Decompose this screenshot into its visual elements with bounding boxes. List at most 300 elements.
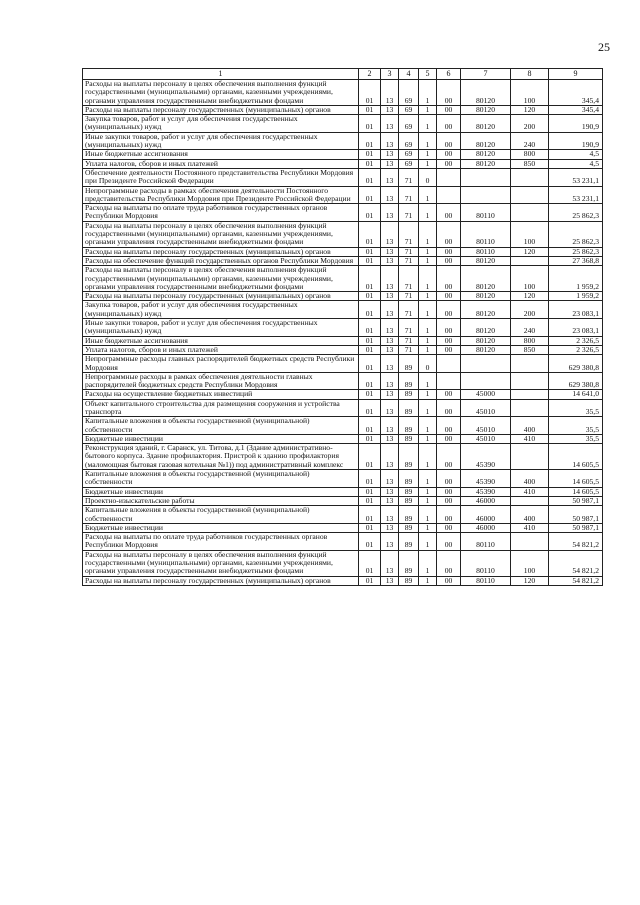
table-row bbox=[83, 221, 603, 247]
expense-name-cell: Расходы на выплаты персоналу в целях обеспечения выполнения функций государственными (муниципальными) органами, казенными учреждениями, органами управления государственными внебюджетными фондами bbox=[83, 266, 359, 292]
program-code-cell: 71 bbox=[399, 256, 419, 265]
expense-type-code-cell: 120 bbox=[511, 576, 549, 585]
table-row bbox=[83, 390, 603, 399]
expense-name-cell: Закупка товаров, работ и услуг для обеспечения государственных (муниципальных) нужд bbox=[83, 115, 359, 133]
direction-code-cell bbox=[461, 168, 511, 186]
expense-name-cell: Обеспечение деятельности Постоянного представительства Республики Мордовия при Президенте Российской Федерации bbox=[83, 168, 359, 186]
expense-type-code-cell: 200 bbox=[511, 115, 549, 133]
program-code-cell: 89 bbox=[399, 533, 419, 551]
program-code-cell: 71 bbox=[399, 319, 419, 337]
direction-code-cell: 46000 bbox=[461, 523, 511, 532]
direction-code-cell: 80120 bbox=[461, 319, 511, 337]
direction-code-cell: 46000 bbox=[461, 496, 511, 505]
expense-name-cell: Расходы на выплаты персоналу в целях обеспечения выполнения функций государственными (муниципальными) органами, казенными учреждениями, органами управления государственными внебюджетными фондами bbox=[83, 550, 359, 576]
subprogram-code-cell: 1 bbox=[419, 345, 437, 354]
direction-code-cell: 45000 bbox=[461, 390, 511, 399]
direction-code-cell bbox=[461, 186, 511, 204]
table-row bbox=[83, 417, 603, 435]
subprogram-code-cell: 1 bbox=[419, 336, 437, 345]
main-activity-code-cell: 00 bbox=[437, 399, 461, 417]
expense-type-code-cell: 400 bbox=[511, 506, 549, 524]
direction-code-cell: 45390 bbox=[461, 444, 511, 470]
subsection-code-cell: 13 bbox=[381, 355, 399, 373]
subsection-code-cell: 13 bbox=[381, 372, 399, 390]
main-activity-code-cell: 00 bbox=[437, 132, 461, 150]
main-activity-code-cell: 00 bbox=[437, 345, 461, 354]
program-code-cell: 89 bbox=[399, 506, 419, 524]
direction-code-cell: 80110 bbox=[461, 576, 511, 585]
expense-name-cell: Расходы на осуществление бюджетных инвестиций bbox=[83, 390, 359, 399]
subsection-code-cell: 13 bbox=[381, 470, 399, 488]
amount-cell: 35,5 bbox=[549, 399, 603, 417]
expense-name-cell: Иные бюджетные ассигнования bbox=[83, 336, 359, 345]
subprogram-code-cell: 1 bbox=[419, 576, 437, 585]
main-activity-code-cell: 00 bbox=[437, 159, 461, 168]
subsection-code-cell: 13 bbox=[381, 390, 399, 399]
main-activity-code-cell bbox=[437, 372, 461, 390]
section-code-cell: 01 bbox=[359, 266, 381, 292]
subsection-code-cell: 13 bbox=[381, 576, 399, 585]
direction-code-cell: 80120 bbox=[461, 336, 511, 345]
main-activity-code-cell: 00 bbox=[437, 256, 461, 265]
table-row bbox=[83, 576, 603, 585]
subprogram-code-cell: 1 bbox=[419, 523, 437, 532]
subsection-code-cell: 13 bbox=[381, 301, 399, 319]
budget-table bbox=[82, 68, 603, 586]
table-row bbox=[83, 444, 603, 470]
column-header: 5 bbox=[419, 69, 437, 80]
amount-cell: 50 987,1 bbox=[549, 496, 603, 505]
expense-name-cell: Проектно-изыскательские работы bbox=[83, 496, 359, 505]
program-code-cell: 89 bbox=[399, 390, 419, 399]
main-activity-code-cell: 00 bbox=[437, 487, 461, 496]
program-code-cell: 71 bbox=[399, 301, 419, 319]
expense-name-cell: Бюджетные инвестиции bbox=[83, 434, 359, 443]
subsection-code-cell: 13 bbox=[381, 345, 399, 354]
section-code-cell: 01 bbox=[359, 292, 381, 301]
main-activity-code-cell: 00 bbox=[437, 336, 461, 345]
column-header: 7 bbox=[461, 69, 511, 80]
subsection-code-cell: 13 bbox=[381, 336, 399, 345]
expense-name-cell: Расходы на выплаты персоналу в целях обеспечения выполнения функций государственными (муниципальными) органами, казенными учреждениями, органами управления государственными внебюджетными фондами bbox=[83, 221, 359, 247]
amount-cell: 14 605,5 bbox=[549, 470, 603, 488]
section-code-cell: 01 bbox=[359, 487, 381, 496]
expense-name-cell: Непрограммные расходы в рамках обеспечения деятельности Постоянного представительства Республики Мордовия при Президенте Российской Федерации bbox=[83, 186, 359, 204]
section-code-cell: 01 bbox=[359, 355, 381, 373]
table-row bbox=[83, 168, 603, 186]
main-activity-code-cell: 00 bbox=[437, 576, 461, 585]
direction-code-cell: 45390 bbox=[461, 487, 511, 496]
subprogram-code-cell: 1 bbox=[419, 487, 437, 496]
expense-type-code-cell: 800 bbox=[511, 336, 549, 345]
table-row bbox=[83, 150, 603, 159]
amount-cell: 50 987,1 bbox=[549, 506, 603, 524]
expense-type-code-cell: 120 bbox=[511, 247, 549, 256]
subprogram-code-cell: 1 bbox=[419, 266, 437, 292]
direction-code-cell: 80120 bbox=[461, 301, 511, 319]
subsection-code-cell: 13 bbox=[381, 159, 399, 168]
subprogram-code-cell: 1 bbox=[419, 496, 437, 505]
main-activity-code-cell: 00 bbox=[437, 434, 461, 443]
expense-name-cell: Расходы на выплаты по оплате труда работников государственных органов Республики Мордовия bbox=[83, 204, 359, 222]
direction-code-cell: 80110 bbox=[461, 221, 511, 247]
section-code-cell: 01 bbox=[359, 132, 381, 150]
direction-code-cell: 80110 bbox=[461, 533, 511, 551]
subprogram-code-cell: 1 bbox=[419, 417, 437, 435]
program-code-cell: 89 bbox=[399, 444, 419, 470]
main-activity-code-cell: 00 bbox=[437, 417, 461, 435]
expense-type-code-cell: 100 bbox=[511, 80, 549, 106]
main-activity-code-cell: 00 bbox=[437, 533, 461, 551]
direction-code-cell: 80110 bbox=[461, 204, 511, 222]
direction-code-cell: 80120 bbox=[461, 266, 511, 292]
amount-cell: 2 326,5 bbox=[549, 336, 603, 345]
direction-code-cell: 80120 bbox=[461, 150, 511, 159]
program-code-cell: 89 bbox=[399, 550, 419, 576]
direction-code-cell: 80110 bbox=[461, 247, 511, 256]
amount-cell: 190,9 bbox=[549, 115, 603, 133]
subsection-code-cell: 13 bbox=[381, 550, 399, 576]
table-body bbox=[83, 80, 603, 586]
subprogram-code-cell: 1 bbox=[419, 292, 437, 301]
main-activity-code-cell: 00 bbox=[437, 301, 461, 319]
expense-type-code-cell bbox=[511, 204, 549, 222]
amount-cell: 25 862,3 bbox=[549, 221, 603, 247]
expense-name-cell: Расходы на выплаты персоналу в целях обеспечения выполнения функций государственными (муниципальными) органами, казенными учреждениями, органами управления государственными внебюджетными фондами bbox=[83, 80, 359, 106]
table-row bbox=[83, 132, 603, 150]
subsection-code-cell: 13 bbox=[381, 523, 399, 532]
direction-code-cell: 45010 bbox=[461, 399, 511, 417]
section-code-cell: 01 bbox=[359, 336, 381, 345]
expense-type-code-cell: 100 bbox=[511, 550, 549, 576]
section-code-cell: 01 bbox=[359, 186, 381, 204]
amount-cell: 53 231,1 bbox=[549, 186, 603, 204]
expense-name-cell: Непрограммные расходы в рамках обеспечения деятельности главных распорядителей бюджетных средств Республики Мордовия bbox=[83, 372, 359, 390]
subsection-code-cell: 13 bbox=[381, 506, 399, 524]
program-code-cell: 89 bbox=[399, 372, 419, 390]
program-code-cell: 89 bbox=[399, 417, 419, 435]
expense-type-code-cell: 120 bbox=[511, 292, 549, 301]
expense-name-cell: Расходы на выплаты персоналу государственных (муниципальных) органов bbox=[83, 105, 359, 114]
main-activity-code-cell: 00 bbox=[437, 204, 461, 222]
expense-type-code-cell: 240 bbox=[511, 132, 549, 150]
amount-cell: 23 083,1 bbox=[549, 301, 603, 319]
expense-name-cell: Непрограммные расходы главных распорядителей бюджетных средств Республики Мордовия bbox=[83, 355, 359, 373]
amount-cell: 345,4 bbox=[549, 105, 603, 114]
table-row bbox=[83, 470, 603, 488]
program-code-cell: 71 bbox=[399, 292, 419, 301]
table-row bbox=[83, 336, 603, 345]
section-code-cell: 01 bbox=[359, 247, 381, 256]
expense-type-code-cell: 850 bbox=[511, 159, 549, 168]
subsection-code-cell: 13 bbox=[381, 80, 399, 106]
section-code-cell: 01 bbox=[359, 576, 381, 585]
section-code-cell: 01 bbox=[359, 301, 381, 319]
subsection-code-cell: 13 bbox=[381, 533, 399, 551]
subsection-code-cell: 13 bbox=[381, 292, 399, 301]
expense-type-code-cell bbox=[511, 372, 549, 390]
expense-type-code-cell bbox=[511, 355, 549, 373]
amount-cell: 4,5 bbox=[549, 150, 603, 159]
column-header: 3 bbox=[381, 69, 399, 80]
expense-type-code-cell: 400 bbox=[511, 417, 549, 435]
subsection-code-cell: 13 bbox=[381, 186, 399, 204]
amount-cell: 50 987,1 bbox=[549, 523, 603, 532]
column-header: 8 bbox=[511, 69, 549, 80]
main-activity-code-cell bbox=[437, 186, 461, 204]
main-activity-code-cell: 00 bbox=[437, 221, 461, 247]
direction-code-cell: 45390 bbox=[461, 470, 511, 488]
program-code-cell: 89 bbox=[399, 496, 419, 505]
expense-name-cell: Уплата налогов, сборов и иных платежей bbox=[83, 159, 359, 168]
subsection-code-cell: 13 bbox=[381, 132, 399, 150]
section-code-cell: 01 bbox=[359, 399, 381, 417]
expense-type-code-cell bbox=[511, 256, 549, 265]
subsection-code-cell: 13 bbox=[381, 444, 399, 470]
direction-code-cell bbox=[461, 355, 511, 373]
program-code-cell: 71 bbox=[399, 186, 419, 204]
program-code-cell: 69 bbox=[399, 80, 419, 106]
table-row bbox=[83, 506, 603, 524]
program-code-cell: 89 bbox=[399, 576, 419, 585]
section-code-cell: 01 bbox=[359, 550, 381, 576]
table-row bbox=[83, 115, 603, 133]
expense-name-cell: Расходы на выплаты по оплате труда работников государственных органов Республики Мордовия bbox=[83, 533, 359, 551]
table-row bbox=[83, 186, 603, 204]
program-code-cell: 71 bbox=[399, 266, 419, 292]
section-code-cell: 01 bbox=[359, 533, 381, 551]
section-code-cell: 01 bbox=[359, 256, 381, 265]
subsection-code-cell: 13 bbox=[381, 105, 399, 114]
amount-cell: 54 821,2 bbox=[549, 533, 603, 551]
expense-type-code-cell: 800 bbox=[511, 150, 549, 159]
main-activity-code-cell: 00 bbox=[437, 496, 461, 505]
subsection-code-cell: 13 bbox=[381, 399, 399, 417]
section-code-cell: 01 bbox=[359, 434, 381, 443]
subsection-code-cell: 13 bbox=[381, 319, 399, 337]
main-activity-code-cell: 00 bbox=[437, 470, 461, 488]
expense-name-cell: Бюджетные инвестиции bbox=[83, 487, 359, 496]
direction-code-cell: 46000 bbox=[461, 506, 511, 524]
subprogram-code-cell: 1 bbox=[419, 115, 437, 133]
main-activity-code-cell: 00 bbox=[437, 390, 461, 399]
expense-type-code-cell: 120 bbox=[511, 105, 549, 114]
expense-name-cell: Расходы на выплаты персоналу государственных (муниципальных) органов bbox=[83, 576, 359, 585]
main-activity-code-cell: 00 bbox=[437, 523, 461, 532]
main-activity-code-cell: 00 bbox=[437, 80, 461, 106]
subsection-code-cell: 13 bbox=[381, 487, 399, 496]
amount-cell: 345,4 bbox=[549, 80, 603, 106]
program-code-cell: 89 bbox=[399, 355, 419, 373]
section-code-cell: 01 bbox=[359, 496, 381, 505]
section-code-cell: 01 bbox=[359, 506, 381, 524]
program-code-cell: 89 bbox=[399, 470, 419, 488]
table-row bbox=[83, 319, 603, 337]
main-activity-code-cell bbox=[437, 355, 461, 373]
expense-type-code-cell bbox=[511, 399, 549, 417]
expense-name-cell: Иные закупки товаров, работ и услуг для обеспечения государственных (муниципальных) нужд bbox=[83, 132, 359, 150]
section-code-cell: 01 bbox=[359, 470, 381, 488]
table-header-row bbox=[83, 69, 603, 80]
direction-code-cell bbox=[461, 372, 511, 390]
subprogram-code-cell: 1 bbox=[419, 533, 437, 551]
column-header: 4 bbox=[399, 69, 419, 80]
section-code-cell: 01 bbox=[359, 523, 381, 532]
direction-code-cell: 80120 bbox=[461, 105, 511, 114]
program-code-cell: 89 bbox=[399, 399, 419, 417]
section-code-cell: 01 bbox=[359, 159, 381, 168]
subprogram-code-cell: 1 bbox=[419, 319, 437, 337]
direction-code-cell: 80120 bbox=[461, 115, 511, 133]
expense-name-cell: Расходы на выплаты персоналу государственных (муниципальных) органов bbox=[83, 247, 359, 256]
expense-type-code-cell bbox=[511, 533, 549, 551]
subprogram-code-cell: 1 bbox=[419, 221, 437, 247]
expense-type-code-cell bbox=[511, 390, 549, 399]
amount-cell: 4,5 bbox=[549, 159, 603, 168]
program-code-cell: 69 bbox=[399, 132, 419, 150]
table-row bbox=[83, 301, 603, 319]
amount-cell: 629 380,8 bbox=[549, 372, 603, 390]
subprogram-code-cell: 1 bbox=[419, 150, 437, 159]
amount-cell: 14 641,0 bbox=[549, 390, 603, 399]
amount-cell: 1 959,2 bbox=[549, 292, 603, 301]
direction-code-cell: 80110 bbox=[461, 550, 511, 576]
expense-name-cell: Расходы на обеспечение функций государственных органов Республики Мордовия bbox=[83, 256, 359, 265]
direction-code-cell: 80120 bbox=[461, 345, 511, 354]
amount-cell: 54 821,2 bbox=[549, 576, 603, 585]
subsection-code-cell: 13 bbox=[381, 417, 399, 435]
program-code-cell: 69 bbox=[399, 105, 419, 114]
expense-name-cell: Объект капитального строительства для размещения сооружения и устройства транспорта bbox=[83, 399, 359, 417]
amount-cell: 35,5 bbox=[549, 417, 603, 435]
table-row bbox=[83, 355, 603, 373]
main-activity-code-cell: 00 bbox=[437, 115, 461, 133]
main-activity-code-cell: 00 bbox=[437, 506, 461, 524]
section-code-cell: 01 bbox=[359, 444, 381, 470]
subsection-code-cell: 13 bbox=[381, 221, 399, 247]
direction-code-cell: 45010 bbox=[461, 434, 511, 443]
expense-type-code-cell: 410 bbox=[511, 434, 549, 443]
direction-code-cell: 80120 bbox=[461, 292, 511, 301]
program-code-cell: 69 bbox=[399, 115, 419, 133]
expense-type-code-cell: 240 bbox=[511, 319, 549, 337]
subprogram-code-cell: 0 bbox=[419, 168, 437, 186]
main-activity-code-cell: 00 bbox=[437, 550, 461, 576]
expense-type-code-cell: 100 bbox=[511, 266, 549, 292]
table-row bbox=[83, 399, 603, 417]
page-number: 25 bbox=[598, 40, 610, 54]
subsection-code-cell: 13 bbox=[381, 247, 399, 256]
section-code-cell: 01 bbox=[359, 372, 381, 390]
subprogram-code-cell: 0 bbox=[419, 355, 437, 373]
section-code-cell: 01 bbox=[359, 204, 381, 222]
amount-cell: 25 862,3 bbox=[549, 247, 603, 256]
subsection-code-cell: 13 bbox=[381, 150, 399, 159]
section-code-cell: 01 bbox=[359, 345, 381, 354]
direction-code-cell: 80120 bbox=[461, 132, 511, 150]
section-code-cell: 01 bbox=[359, 221, 381, 247]
program-code-cell: 71 bbox=[399, 336, 419, 345]
subsection-code-cell: 13 bbox=[381, 266, 399, 292]
subprogram-code-cell: 1 bbox=[419, 444, 437, 470]
expense-name-cell: Капитальные вложения в объекты государственной (муниципальной) собственности bbox=[83, 506, 359, 524]
subprogram-code-cell: 1 bbox=[419, 301, 437, 319]
amount-cell: 2 326,5 bbox=[549, 345, 603, 354]
subprogram-code-cell: 1 bbox=[419, 550, 437, 576]
expense-type-code-cell bbox=[511, 496, 549, 505]
subprogram-code-cell: 1 bbox=[419, 390, 437, 399]
section-code-cell: 01 bbox=[359, 105, 381, 114]
amount-cell: 190,9 bbox=[549, 132, 603, 150]
subsection-code-cell: 13 bbox=[381, 115, 399, 133]
amount-cell: 14 605,5 bbox=[549, 444, 603, 470]
program-code-cell: 71 bbox=[399, 221, 419, 247]
program-code-cell: 71 bbox=[399, 168, 419, 186]
expense-type-code-cell: 100 bbox=[511, 221, 549, 247]
subprogram-code-cell: 1 bbox=[419, 247, 437, 256]
expense-name-cell: Капитальные вложения в объекты государственной (муниципальной) собственности bbox=[83, 470, 359, 488]
main-activity-code-cell: 00 bbox=[437, 247, 461, 256]
amount-cell: 27 368,8 bbox=[549, 256, 603, 265]
subprogram-code-cell: 1 bbox=[419, 506, 437, 524]
table-row bbox=[83, 550, 603, 576]
direction-code-cell: 80120 bbox=[461, 256, 511, 265]
program-code-cell: 71 bbox=[399, 204, 419, 222]
subprogram-code-cell: 1 bbox=[419, 132, 437, 150]
section-code-cell: 01 bbox=[359, 115, 381, 133]
main-activity-code-cell: 00 bbox=[437, 292, 461, 301]
subsection-code-cell: 13 bbox=[381, 434, 399, 443]
table-row bbox=[83, 266, 603, 292]
subprogram-code-cell: 1 bbox=[419, 470, 437, 488]
section-code-cell: 01 bbox=[359, 417, 381, 435]
section-code-cell: 01 bbox=[359, 168, 381, 186]
table-row bbox=[83, 533, 603, 551]
amount-cell: 23 083,1 bbox=[549, 319, 603, 337]
direction-code-cell: 80120 bbox=[461, 80, 511, 106]
section-code-cell: 01 bbox=[359, 150, 381, 159]
direction-code-cell: 45010 bbox=[461, 417, 511, 435]
column-header: 2 bbox=[359, 69, 381, 80]
subprogram-code-cell: 1 bbox=[419, 186, 437, 204]
subsection-code-cell: 13 bbox=[381, 256, 399, 265]
expense-name-cell: Уплата налогов, сборов и иных платежей bbox=[83, 345, 359, 354]
expense-name-cell: Закупка товаров, работ и услуг для обеспечения государственных (муниципальных) нужд bbox=[83, 301, 359, 319]
expense-name-cell: Иные закупки товаров, работ и услуг для обеспечения государственных (муниципальных) нужд bbox=[83, 319, 359, 337]
expense-type-code-cell: 410 bbox=[511, 487, 549, 496]
main-activity-code-cell: 00 bbox=[437, 105, 461, 114]
main-activity-code-cell: 00 bbox=[437, 150, 461, 159]
main-activity-code-cell: 00 bbox=[437, 266, 461, 292]
table-row bbox=[83, 372, 603, 390]
amount-cell: 1 959,2 bbox=[549, 266, 603, 292]
expense-type-code-cell: 400 bbox=[511, 470, 549, 488]
amount-cell: 629 380,8 bbox=[549, 355, 603, 373]
subprogram-code-cell: 1 bbox=[419, 105, 437, 114]
amount-cell: 25 862,3 bbox=[549, 204, 603, 222]
expense-type-code-cell: 200 bbox=[511, 301, 549, 319]
main-activity-code-cell: 00 bbox=[437, 444, 461, 470]
expense-type-code-cell bbox=[511, 444, 549, 470]
section-code-cell: 01 bbox=[359, 80, 381, 106]
table-row bbox=[83, 80, 603, 106]
direction-code-cell: 80120 bbox=[461, 159, 511, 168]
expense-name-cell: Расходы на выплаты персоналу государственных (муниципальных) органов bbox=[83, 292, 359, 301]
program-code-cell: 71 bbox=[399, 345, 419, 354]
expense-name-cell: Капитальные вложения в объекты государственной (муниципальной) собственности bbox=[83, 417, 359, 435]
program-code-cell: 69 bbox=[399, 159, 419, 168]
program-code-cell: 71 bbox=[399, 247, 419, 256]
